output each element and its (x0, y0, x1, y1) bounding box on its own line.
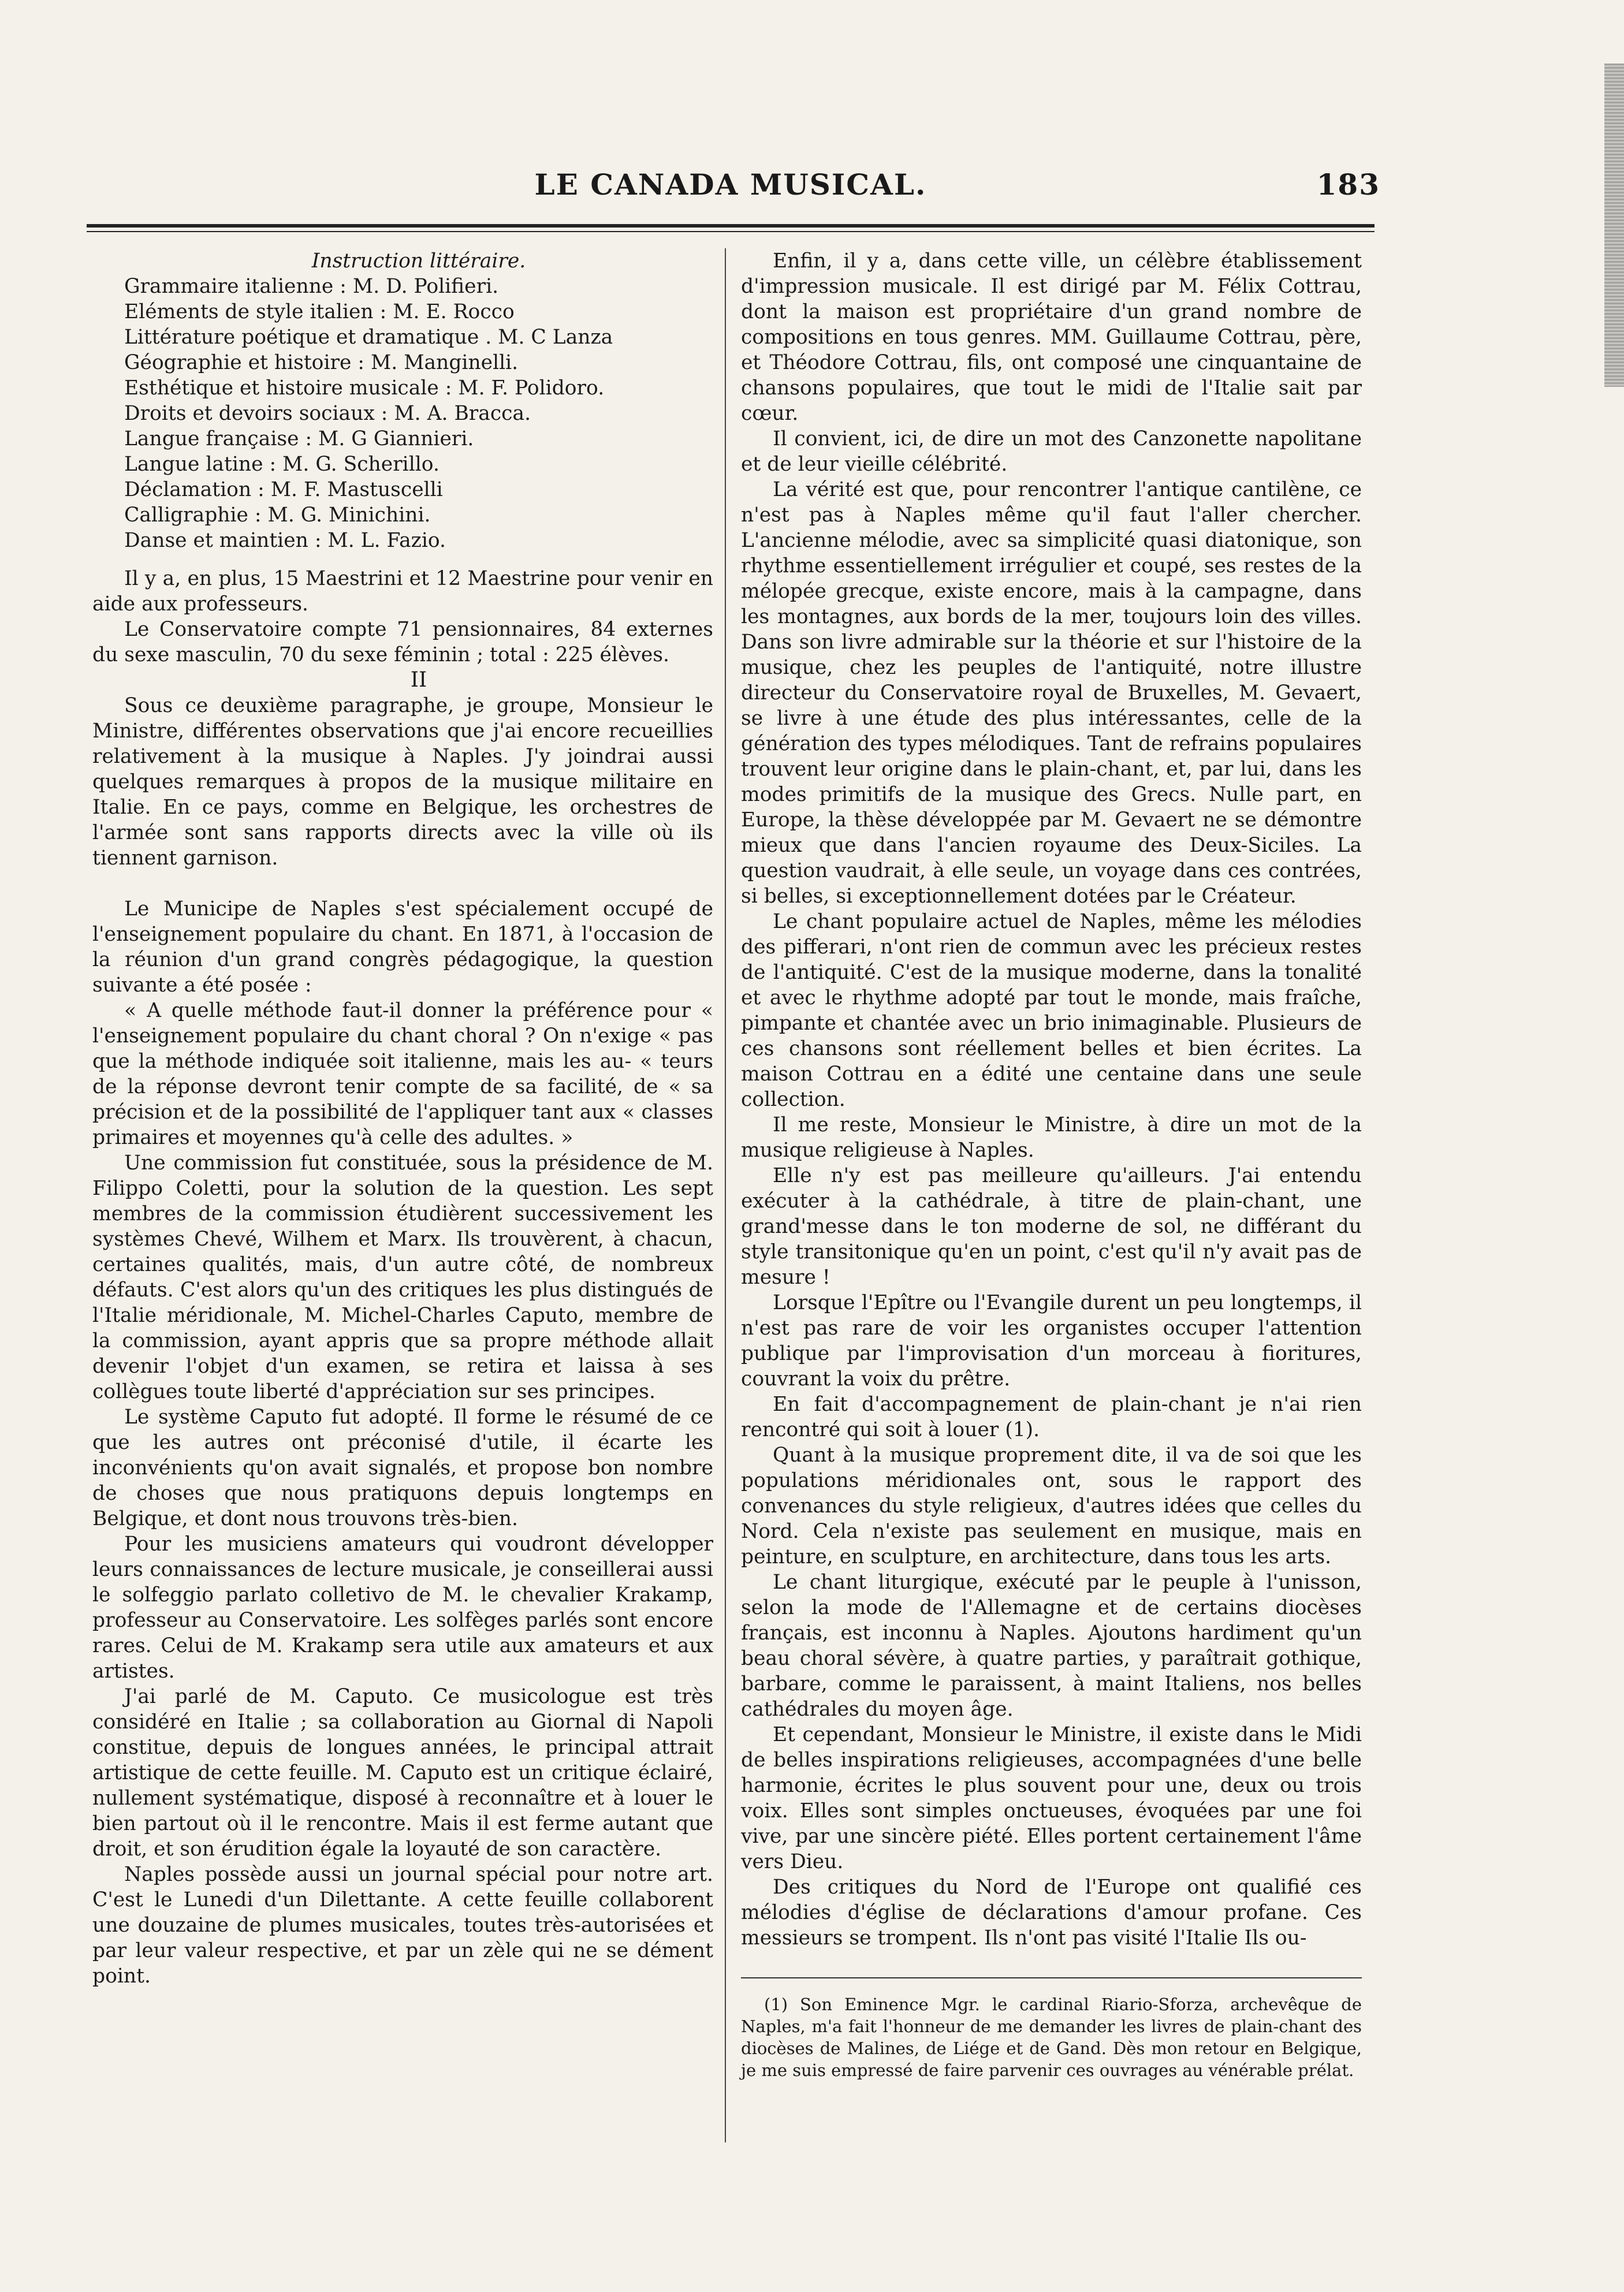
page-number: 183 (1316, 167, 1380, 202)
paragraph: Le chant liturgique, exécuté par le peuple à l'unisson, selon la mode de l'Allemagne et de certains diocèses français, est inconnu à Naples. Ajoutons hardiment qu'un beau choral sévère, à quatre parties, y paraîtrait gothique, barbare, comme le paraissent, à maint Italiens, nos belles cathédrales du moyen âge. (741, 1571, 1362, 1721)
faculty-item: Déclamation : M. F. Mastuscelli (124, 478, 443, 501)
footnote-rule (741, 1977, 1362, 1978)
paragraph: Naples possède aussi un journal spécial pour notre art. C'est le Lunedi d'un Dilettante. A cette feuille collaborent une douzaine de plumes musicales, toutes très-autorisées et par leur valeur respective, et par un zèle qui ne se dément point. (92, 1863, 713, 1988)
faculty-item: Géographie et histoire : M. Manginelli. (124, 351, 519, 374)
paragraph: Quant à la musique proprement dite, il va de soi que les populations méridionales ont, sous le rapport des convenances du style religieux, d'autres idées que celles du Nord. Cela n'existe pas seulement en musique, mais en peinture, en sculpture, en architecture, dans tous les arts. (741, 1444, 1362, 1568)
paragraph: Des critiques du Nord de l'Europe ont qualifié ces mélodies d'église de déclarations d'amour profane. Ces messieurs se trompent. Ils n'ont pas visité l'Italie Ils ou- (741, 1876, 1362, 1950)
paragraph-conservatoire: Le Conservatoire compte 71 pensionnaires, 84 externes du sexe masculin, 70 du sexe féminin ; total : 225 élèves. (92, 618, 713, 666)
column-divider (725, 248, 726, 2142)
faculty-item: Danse et maintien : M. L. Fazio. (124, 529, 446, 552)
faculty-item: Droits et devoirs sociaux : M. A. Bracca. (124, 402, 531, 425)
paragraph: Il me reste, Monsieur le Ministre, à dire un mot de la musique religieuse à Naples. (741, 1113, 1362, 1162)
paragraph: Pour les musiciens amateurs qui voudront développer leurs connaissances de lecture musicale, je conseillerai aussi le solfeggio parlato colletivo de M. le chevalier Krakamp, professeur au Conservatoire. Les solfèges parlés sont encore rares. Celui de M. Krakamp sera utile aux amateurs et aux artistes. (92, 1533, 713, 1683)
paragraph: J'ai parlé de M. Caputo. Ce musicologue est très considéré en Italie ; sa collaboration au Giornal di Napoli constitue, depuis de longues années, le principal attrait artistique de cette feuille. M. Caputo est un critique éclairé, nullement systématique, disposé à reconnaître et à louer le bien partout où il le rencontre. Mais il est ferme autant que droit, et son érudition égale la loyauté de son caractère. (92, 1685, 713, 1861)
faculty-item: Grammaire italienne : M. D. Polifieri. (124, 275, 499, 298)
faculty-item: Esthétique et histoire musicale : M. F. Polidoro. (124, 377, 605, 400)
left-column (92, 248, 713, 1989)
faculty-item: Langue latine : M. G. Scherillo. (124, 453, 439, 476)
paragraph-gap (92, 871, 713, 896)
header-rule-thick (87, 224, 1375, 228)
header-rule-thin (87, 231, 1375, 232)
paragraph: Le Municipe de Naples s'est spécialement occupé de l'enseignement populaire du chant. En 1871, à l'occasion de la réunion d'un grand congrès pédagogique, la question suivante a été posée : (92, 897, 713, 997)
page-header (81, 167, 1380, 214)
faculty-item: Calligraphie : M. G. Minichini. (124, 504, 431, 527)
footnote: (1) Son Eminence Mgr. le cardinal Riario-Sforza, archevêque de Naples, m'a fait l'honneur de me demander les livres de plain-chant des diocèses de Malines, de Liége et de Gand. Dès mon retour en Belgique, je me suis empressé de faire parvenir ces ouvrages au vénérable prélat. (741, 1995, 1362, 2080)
paragraph: Il convient, ici, de dire un mot des Canzonette napolitane et de leur vieille célébrité. (741, 427, 1362, 476)
faculty-item: Langue française : M. G Giannieri. (124, 427, 474, 450)
quote-paragraph: « A quelle méthode faut-il donner la préférence pour « l'enseignement populaire du chant choral ? On n'exige « pas que la méthode indiquée soit italienne, mais les au- « teurs de la réponse devront tenir compte de sa facilité, de « sa précision et de la possibilité de l'appliquer tant aux « classes primaires et moyennes qu'à celle des adultes. » (92, 999, 713, 1149)
right-column (741, 248, 1362, 2081)
paragraph: Une commission fut constituée, sous la présidence de M. Filippo Coletti, pour la solution de la question. Les sept membres de la commission étudièrent successivement les systèmes Chevé, Wilhem et Marx. Ils trouvèrent, à chacun, certaines qualités, mais, d'un autre côté, de nombreux défauts. C'est alors qu'un des critiques les plus distingués de l'Italie méridionale, M. Michel-Charles Caputo, membre de la commission, ayant appris que sa propre méthode allait devenir l'objet d'un examen, se retira et laissa à ses collègues toute liberté d'appréciation sur ses principes. (92, 1151, 713, 1403)
paragraph: Le chant populaire actuel de Naples, même les mélodies des pifferari, n'ont rien de commun avec les précieux restes de l'antiquité. C'est de la musique moderne, dans la tonalité et avec le rhythme adopté par tout le monde, mais fraîche, pimpante et chantée avec un brio inimaginable. Plusieurs de ces chansons sont réellement belles et bien écrites. La maison Cottrau en a édité une centaine dans une seule collection. (741, 910, 1362, 1111)
paragraph-maestrini: Il y a, en plus, 15 Maestrini et 12 Maestrine pour venir en aide aux professeurs. (92, 567, 713, 616)
paragraph: Enfin, il y a, dans cette ville, un célèbre établissement d'impression musicale. Il est dirigé par M. Félix Cottrau, dont la maison est propriétaire d'un grand nombre de compositions en tous genres. MM. Guillaume Cottrau, père, et Théodore Cottrau, fils, ont composé une cinquantaine de chansons populaires, que tout le midi de l'Italie sait par cœur. (741, 249, 1362, 425)
scan-edge-artifact (1604, 64, 1624, 387)
paragraph: Elle n'y est pas meilleure qu'ailleurs. J'ai entendu exécuter à la cathédrale, à titre de plain-chant, une grand'messe dans le ton moderne de sol, ne différant du style transitonique qu'en un point, c'est qu'il n'y avait pas de mesure ! (741, 1164, 1362, 1289)
journal-title: LE CANADA MUSICAL. (534, 167, 927, 202)
paragraph: Sous ce deuxième paragraphe, je groupe, Monsieur le Ministre, différentes observations que j'ai encore recueillies relativement à la musique à Naples. J'y joindrai aussi quelques remarques à propos de la musique militaire en Italie. En ce pays, comme en Belgique, les orchestres de l'armée sont sans rapports directs avec la ville où ils tiennent garnison. (92, 694, 713, 870)
paragraph: Le système Caputo fut adopté. Il forme le résumé de ce que les autres ont préconisé d'utile, il écarte les inconvénients qu'on avait signalés, et propose bon nombre de choses que nous pratiquons depuis longtemps en Belgique, et dont nous trouvons très-bien. (92, 1406, 713, 1530)
section-title: Instruction littéraire. (311, 249, 526, 273)
faculty-list (92, 274, 713, 553)
section-number: II (410, 668, 427, 692)
paragraph: La vérité est que, pour rencontrer l'antique cantilène, ce n'est pas à Naples même qu'il faut l'aller chercher. L'ancienne mélodie, avec sa simplicité quasi diatonique, son rhythme essentiellement irrégulier et coupé, ses restes de la mélopée grecque, existe encore, mais à la campagne, dans les montagnes, aux bords de la mer, toujours loin des villes. Dans son livre admirable sur la théorie et sur l'histoire de la musique, chez les peuples de l'antiquité, notre illustre directeur du Conservatoire royal de Bruxelles, M. Gevaert, se livre à une étude des plus intéressantes, celle de la génération des types mélodiques. Tant de refrains populaires trouvent leur origine dans le plain-chant, et, par lui, dans les modes primitifs de la musique des Grecs. Nulle part, en Europe, la thèse développée par M. Gevaert ne se démontre mieux que dans l'ancien royaume des Deux-Siciles. La question vaudrait, à elle seule, un voyage dans ces contrées, si belles, si exceptionnellement dotées par le Créateur. (741, 478, 1362, 908)
faculty-item: Eléments de style italien : M. E. Rocco (124, 300, 515, 323)
paragraph: En fait d'accompagnement de plain-chant je n'ai rien rencontré qui soit à louer (1). (741, 1393, 1362, 1441)
paragraph: Lorsque l'Epître ou l'Evangile durent un peu longtemps, il n'est pas rare de voir les organistes occuper l'attention publique par l'improvisation d'un morceau à fioritures, couvrant la voix du prêtre. (741, 1291, 1362, 1391)
faculty-item: Littérature poétique et dramatique . M. C Lanza (124, 326, 613, 349)
paragraph: Et cependant, Monsieur le Ministre, il existe dans le Midi de belles inspirations religieuses, accompagnées d'une belle harmonie, écrites le plus souvent pour une, deux ou trois voix. Elles sont simples onctueuses, évoquées par une foi vive, par une sincère piété. Elles portent certainement l'âme vers Dieu. (741, 1723, 1362, 1873)
